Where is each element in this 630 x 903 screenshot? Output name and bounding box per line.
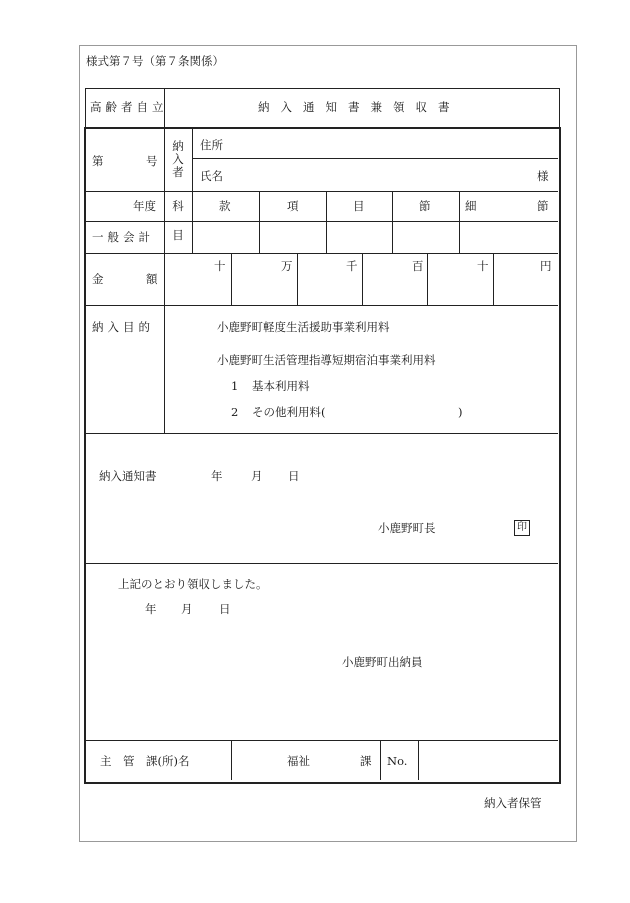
amount-digit-en: 円 [540, 259, 552, 273]
amount-label-gaku: 額 [146, 272, 158, 286]
number-label-dai: 第 [92, 154, 104, 168]
account-label: 一般会計 [92, 230, 154, 244]
address-label: 住所 [200, 138, 223, 152]
amount-digit-jyuman: 十 [214, 259, 226, 273]
receipt-statement: 上記のとおり領収しました。 [118, 577, 268, 591]
subject-col-kan: 款 [219, 199, 231, 213]
amount-digit-jyu: 十 [477, 259, 489, 273]
purpose-item-2-num: 2 [231, 405, 239, 419]
main-table [84, 127, 561, 784]
payer-vertical-label-2: 入 [172, 152, 184, 166]
subject-vertical-label-1: 科 [172, 199, 184, 213]
copy-note: 納入者保管 [484, 796, 542, 810]
purpose-item-2-close: ) [458, 405, 463, 419]
purpose-line-1: 小鹿野町軽度生活援助事業利用料 [217, 320, 390, 334]
payer-vertical-label-3: 者 [172, 165, 184, 179]
purpose-label: 納入目的 [92, 320, 154, 334]
subject-col-sai: 細 [465, 199, 477, 213]
no-label: No. [387, 754, 408, 768]
dept-suffix: 課 [360, 754, 372, 768]
purpose-line-2: 小鹿野町生活管理指導短期宿泊事業利用料 [217, 353, 436, 367]
form-number: 様式第７号（第７条関係） [86, 54, 224, 68]
amount-digit-sen: 千 [346, 259, 358, 273]
header-left-label: 高齢者自立 [90, 100, 168, 114]
form-title: 納入通知書兼領収書 [258, 100, 461, 114]
name-label: 氏名 [200, 169, 223, 183]
receipt-year: 年 [145, 602, 157, 616]
subject-col-moku: 目 [353, 199, 365, 213]
payer-vertical-label-1: 納 [172, 139, 184, 153]
notice-year: 年 [211, 469, 223, 483]
notice-issuer: 小鹿野町長 [378, 521, 436, 535]
notice-label: 納入通知書 [99, 469, 157, 483]
notice-day: 日 [288, 469, 300, 483]
notice-month: 月 [251, 469, 263, 483]
seal-stamp-icon: 印 [514, 520, 530, 536]
receipt-receiver: 小鹿野町出納員 [342, 655, 423, 669]
receipt-day: 日 [219, 602, 231, 616]
receipt-month: 月 [181, 602, 193, 616]
purpose-item-1-num: 1 [231, 379, 239, 393]
fiscal-year-label: 年度 [133, 199, 156, 213]
dept-label: 主 管 課(所)名 [100, 754, 190, 768]
subject-col-setsu-2: 節 [537, 199, 549, 213]
subject-vertical-label-2: 目 [172, 228, 184, 242]
amount-label-kin: 金 [92, 272, 104, 286]
number-label-go: 号 [146, 154, 158, 168]
purpose-item-2-text: その他利用料( [252, 405, 326, 419]
dept-name: 福祉 [287, 754, 310, 768]
amount-digit-hyaku: 百 [412, 259, 424, 273]
amount-digit-man: 万 [281, 259, 293, 273]
subject-col-kou: 項 [287, 199, 299, 213]
subject-col-setsu: 節 [419, 199, 431, 213]
honorific: 様 [537, 169, 549, 183]
purpose-item-1-text: 基本利用料 [252, 379, 310, 393]
